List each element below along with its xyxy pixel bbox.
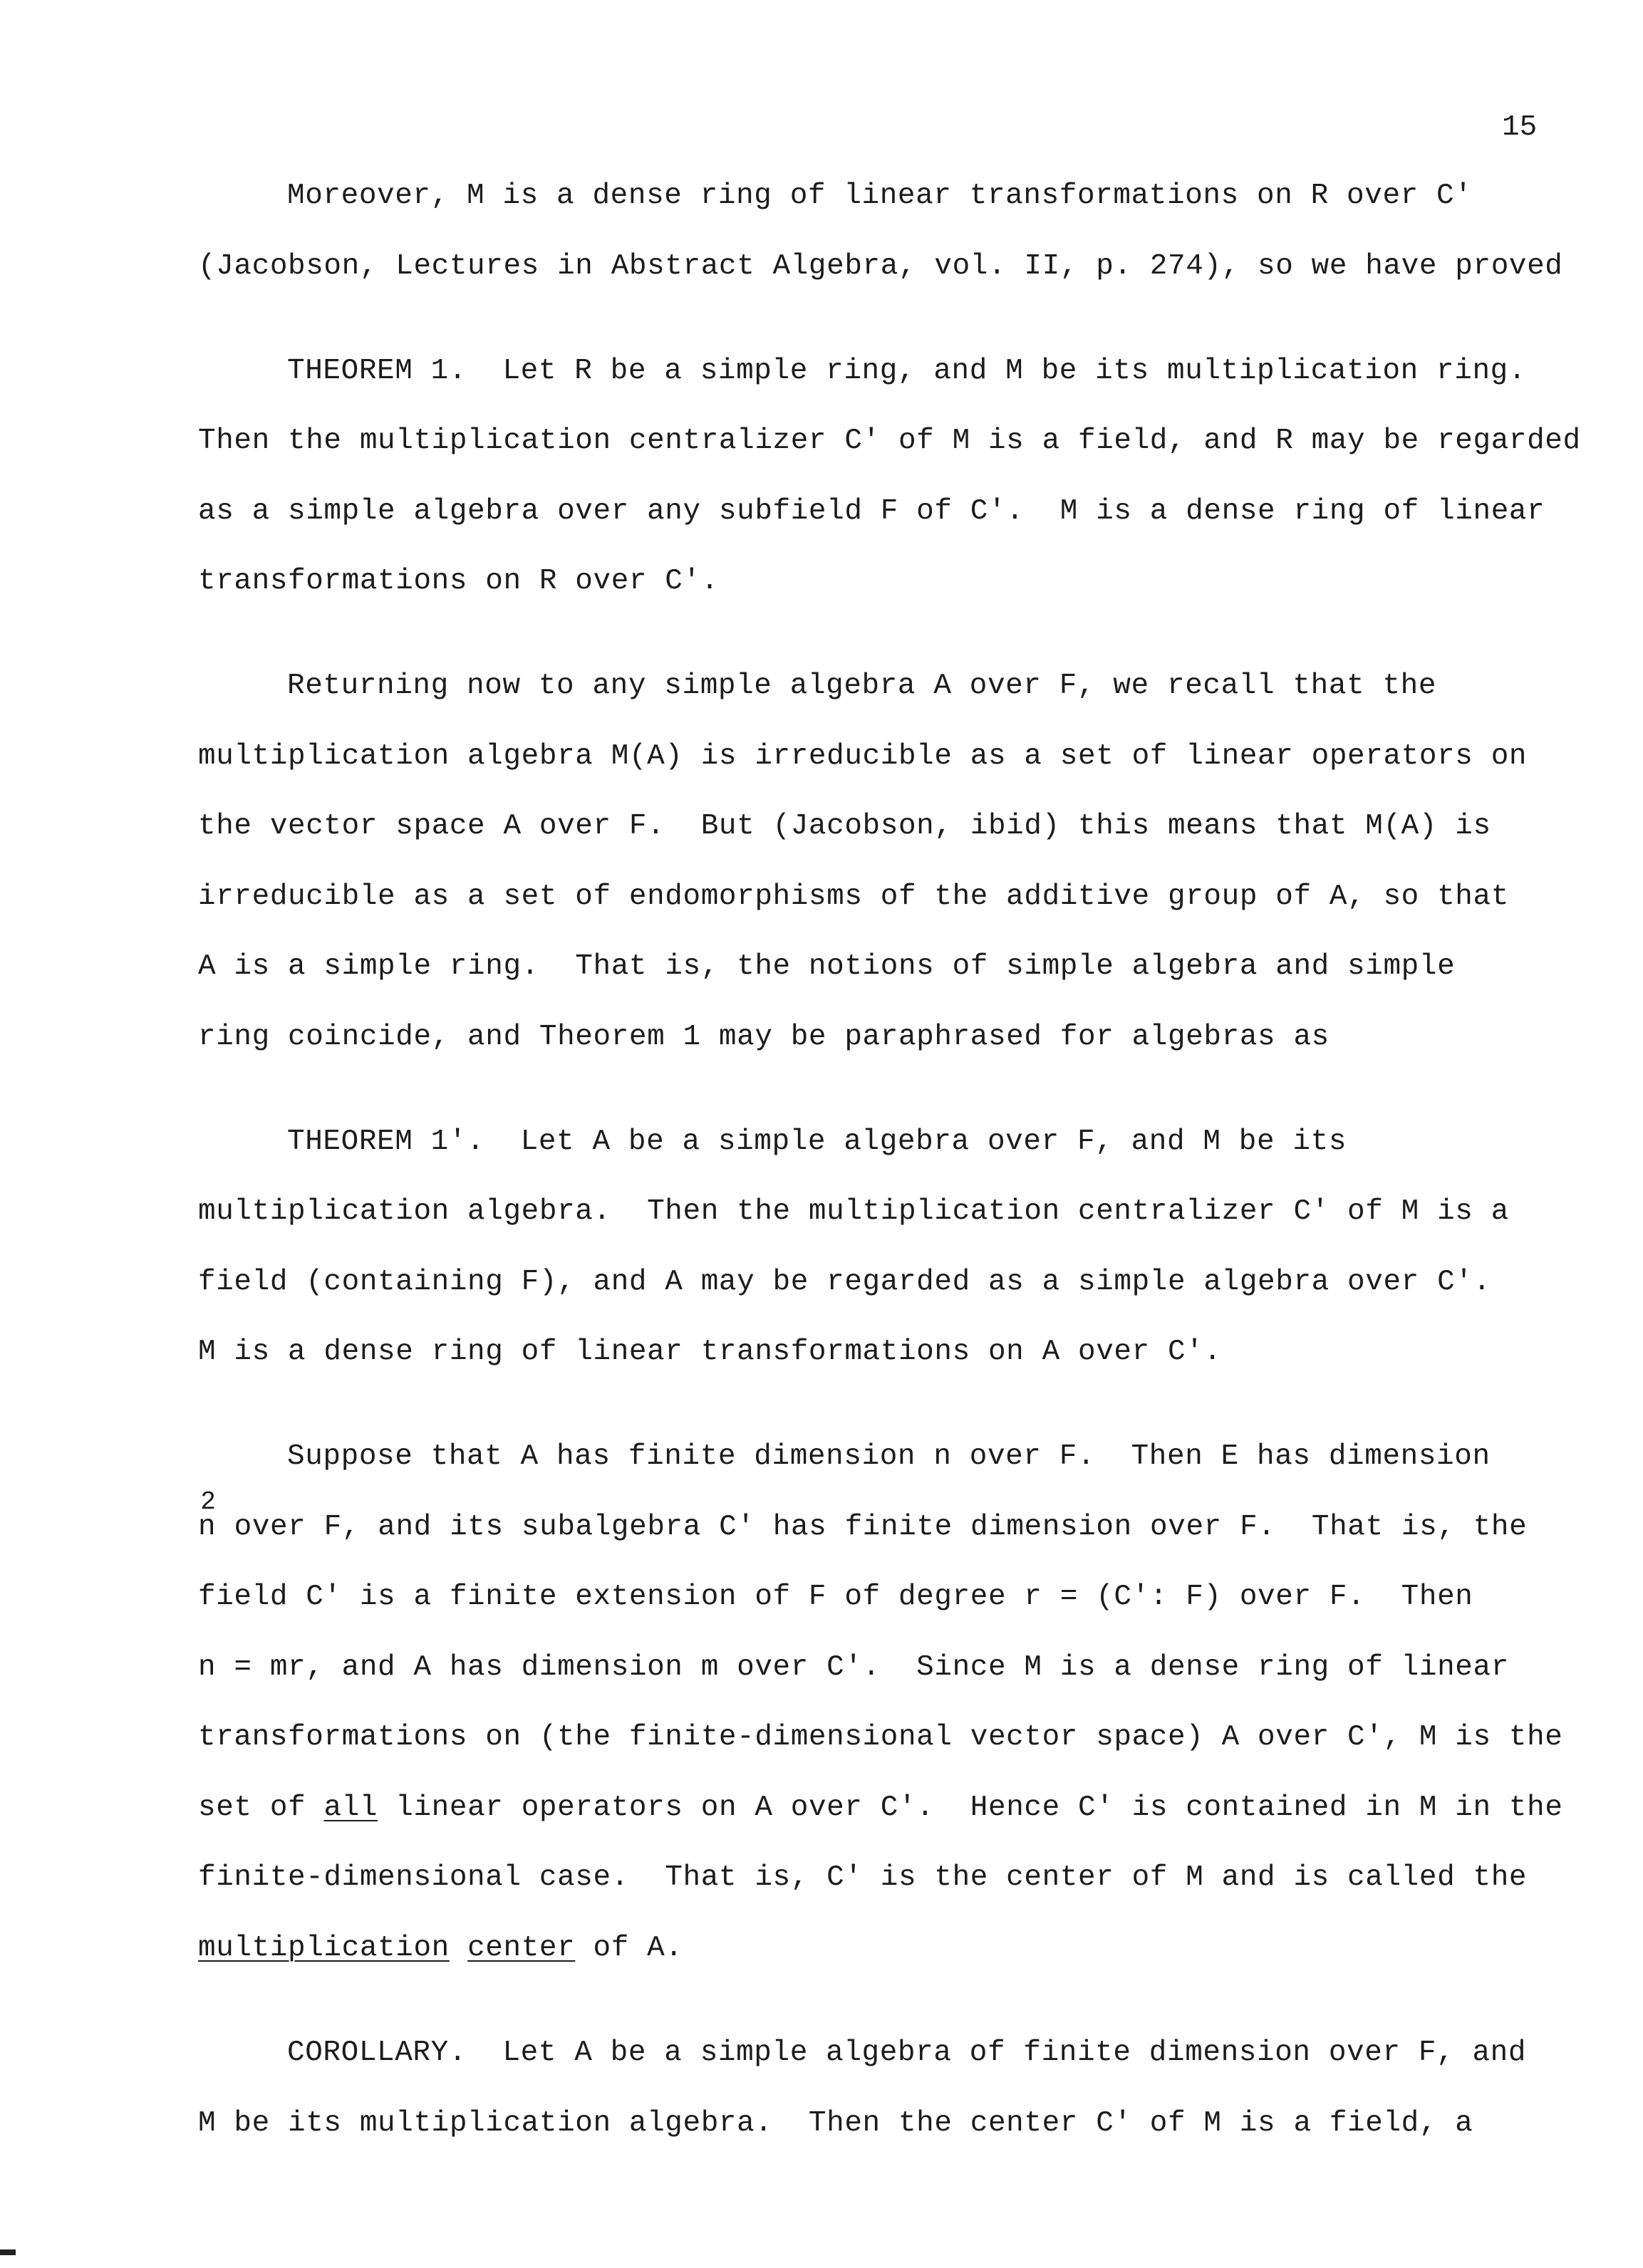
- text-line-7: Returning now to any simple algebra A over F, we recall that the: [287, 670, 1437, 702]
- text-line-22-b: linear operators on A over C'. Hence C' is contained in M in the: [378, 1791, 1563, 1824]
- text-line-24: [198, 1930, 683, 1966]
- text-line-17: Suppose that A has finite dimension n over F. Then E has dimension: [287, 1440, 1491, 1473]
- text-line-24-space: [450, 1932, 467, 1965]
- underlined-term-center: center: [467, 1932, 576, 1965]
- page-number: 15: [1502, 111, 1538, 144]
- text-line-1: Moreover, M is a dense ring of linear transformations on R over C': [287, 180, 1473, 212]
- underlined-term-multiplication: multiplication: [198, 1932, 450, 1965]
- corollary-line-1: COROLLARY. Let A be a simple algebra of finite dimension over F, and: [287, 2036, 1527, 2069]
- text-line-8: multiplication algebra M(A) is irreducible as a set of linear operators on: [198, 740, 1528, 773]
- text-line-18-base: n: [198, 1511, 217, 1544]
- underlined-word-all: all: [323, 1791, 378, 1824]
- text-line-24-b: of A.: [575, 1932, 683, 1965]
- text-line-2: (Jacobson, Lectures in Abstract Algebra, vol. II, p. 274), so we have proved: [198, 250, 1563, 283]
- corollary-line-2: M be its multiplication algebra. Then the center C' of M is a field, a: [198, 2107, 1473, 2140]
- text-line-19: field C' is a finite extension of F of degree r = (C': F) over F. Then: [198, 1581, 1473, 1613]
- theorem-1-line-3: as a simple algebra over any subfield F of C'. M is a dense ring of linear: [198, 495, 1545, 528]
- text-line-10: irreducible as a set of endomorphisms of the additive group of A, so that: [198, 880, 1509, 913]
- superscript-two: 2: [200, 1487, 217, 1517]
- scan-edge-mark: [0, 2249, 16, 2255]
- theorem-1-line-2: Then the multiplication centralizer C' of M is a field, and R may be regarded: [198, 425, 1581, 457]
- theorem-1-prime-line-2: multiplication algebra. Then the multiplication centralizer C' of M is a: [198, 1195, 1509, 1228]
- text-line-22-a: set of: [198, 1791, 324, 1824]
- text-line-18: [198, 1487, 1528, 1546]
- text-line-20: n = mr, and A has dimension m over C'. Since M is a dense ring of linear: [198, 1651, 1509, 1684]
- theorem-1-prime-line-1: THEOREM 1'. Let A be a simple algebra over F, and M be its: [287, 1125, 1347, 1158]
- theorem-1-prime-line-4: M is a dense ring of linear transformations on A over C'.: [198, 1336, 1222, 1368]
- theorem-1-line-1: THEOREM 1. Let R be a simple ring, and M be its multiplication ring.: [287, 355, 1527, 387]
- text-line-12: ring coincide, and Theorem 1 may be paraphrased for algebras as: [198, 1021, 1330, 1054]
- text-line-21: transformations on (the finite-dimensional vector space) A over C', M is the: [198, 1721, 1563, 1754]
- text-line-23: finite-dimensional case. That is, C' is the center of M and is called the: [198, 1861, 1528, 1894]
- theorem-1-line-4: transformations on R over C'.: [198, 565, 719, 598]
- theorem-1-prime-line-3: field (containing F), and A may be regarded as a simple algebra over C'.: [198, 1266, 1491, 1299]
- text-line-22: [198, 1790, 1563, 1826]
- text-line-11: A is a simple ring. That is, the notions of simple algebra and simple: [198, 950, 1456, 983]
- text-line-9: the vector space A over F. But (Jacobson, ibid) this means that M(A) is: [198, 810, 1491, 843]
- text-line-18-rest: over F, and its subalgebra C' has finite dimension over F. That is, the: [216, 1511, 1528, 1544]
